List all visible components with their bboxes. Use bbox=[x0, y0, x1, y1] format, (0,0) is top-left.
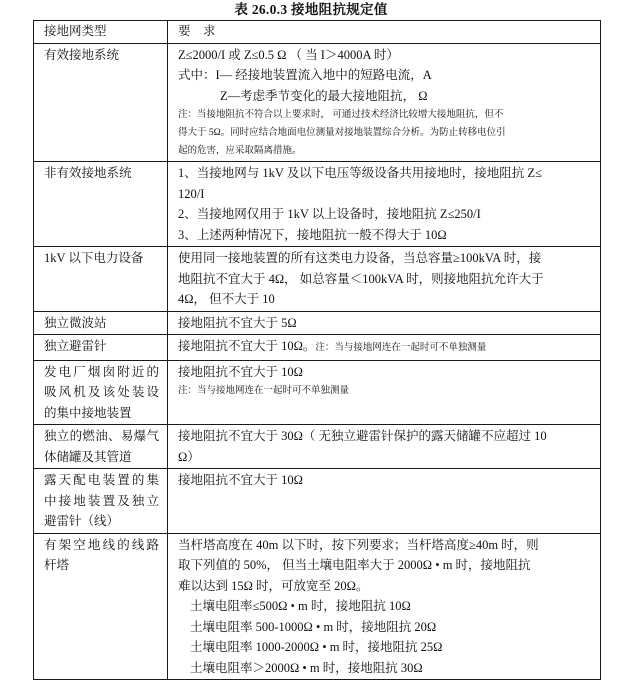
type-cell bbox=[34, 533, 168, 680]
note-line: 起的危害，应采取隔离措施。 bbox=[178, 146, 302, 156]
type-cell bbox=[34, 469, 168, 534]
req-line: 接地阻抗不宜大于 30Ω（ 无独立避雷针保护的露天储罐不应超过 10 bbox=[178, 429, 547, 443]
req-line bbox=[178, 336, 592, 359]
req-line: 当杆塔高度在 40m 以下时，按下列要求；当杆塔高度≥40m 时，则 bbox=[178, 537, 539, 552]
type-line: 中接地装置及独立 bbox=[44, 493, 159, 508]
table-row bbox=[34, 162, 601, 247]
grounding-impedance-table bbox=[33, 20, 601, 680]
table-row bbox=[34, 469, 601, 534]
table-row bbox=[34, 311, 601, 335]
requirement-cell bbox=[168, 311, 601, 335]
req-line: 接地阻抗不宜大于 10Ω bbox=[178, 364, 303, 379]
table-header-row bbox=[34, 21, 601, 44]
type-line: 发电厂烟囱附近的 bbox=[44, 364, 159, 379]
type-line: 1kV 以下电力设备 bbox=[44, 251, 144, 265]
table-row bbox=[34, 247, 601, 312]
req-line: 120/I bbox=[178, 186, 205, 201]
header-requirement-label: 要 求 bbox=[178, 24, 216, 38]
note-line: 注：当与接地网连在一起时可不单独测量 bbox=[178, 386, 350, 396]
type-line: 杆塔 bbox=[44, 558, 70, 572]
type-line: 有效接地系统 bbox=[44, 47, 120, 62]
req-line: Ω） bbox=[178, 449, 200, 464]
type-line: 体储罐及其管道 bbox=[44, 449, 132, 464]
req-line: 接地阻抗不宜大于 10Ω bbox=[178, 473, 303, 487]
req-line: 4Ω， 但不大于 10 bbox=[178, 292, 275, 306]
req-line: Z≤2000/I 或 Z≤0.5 Ω （ 当 I＞4000A 时） bbox=[178, 47, 399, 62]
req-line: 土壤电阻率 500-1000Ω • m 时，接地阻抗 20Ω bbox=[190, 619, 437, 634]
req-line: 使用同一接地装置的所有这类电力设备，当总容量≥100kVA 时，接 bbox=[178, 251, 542, 265]
requirement-cell bbox=[168, 360, 601, 425]
type-line: 独立的燃油、易爆气 bbox=[44, 429, 159, 443]
requirement-cell bbox=[168, 247, 601, 312]
requirement-cell bbox=[168, 162, 601, 247]
note-line: 得大于 5Ω。同时应结合地面电位测量对接地装置综合分析。为防止转移电位引 bbox=[178, 128, 506, 138]
req-text: 接地阻抗不宜大于 10Ω。 bbox=[178, 339, 316, 353]
requirement-cell bbox=[168, 425, 601, 469]
req-line: 2、当接地网仅用于 1kV 以上设备时，接地阻抗 Z≤250/I bbox=[178, 207, 481, 221]
type-line: 的集中接地装置 bbox=[44, 405, 132, 420]
req-line: 3、上述两种情况下，接地阻抗一般不得大于 10Ω bbox=[178, 227, 447, 242]
table-row bbox=[34, 335, 601, 361]
note-line: 注：当接地阻抗不符合以上要求时， 可通过技术经济比较增大接地阻抗，但不 bbox=[178, 110, 504, 120]
table-row bbox=[34, 533, 601, 680]
type-cell bbox=[34, 311, 168, 335]
req-line: 地阻抗不宜大于 4Ω， 如总容量＜100kVA 时，则接地阻抗允许大于 bbox=[178, 271, 544, 286]
table-row bbox=[34, 43, 601, 162]
requirement-cell bbox=[168, 335, 601, 361]
type-line: 独立避雷针 bbox=[44, 339, 107, 353]
req-line: Z—考虑季节变化的最大接地阻抗， Ω bbox=[220, 88, 428, 103]
type-cell bbox=[34, 162, 168, 247]
type-line: 有架空地线的线路 bbox=[44, 537, 159, 552]
type-line: 独立微波站 bbox=[44, 315, 107, 330]
table-title: 表 26.0.3 接地阻抗规定值 bbox=[234, 2, 388, 17]
type-cell bbox=[34, 247, 168, 312]
header-cell-requirement bbox=[168, 21, 601, 44]
table-row bbox=[34, 360, 601, 425]
note-text: 注：当与接地网连在一起时可不单独测量 bbox=[315, 343, 487, 353]
requirement-cell bbox=[168, 533, 601, 680]
type-line: 非有效接地系统 bbox=[44, 166, 132, 180]
requirement-cell bbox=[168, 469, 601, 534]
type-line: 避雷针（线） bbox=[44, 514, 120, 528]
type-line: 吸风机及该处装设 bbox=[44, 385, 159, 399]
req-line: 取下列值的 50%， 但当土壤电阻率大于 2000Ω • m 时，接地阻抗 bbox=[178, 558, 531, 572]
header-type-label: 接地网类型 bbox=[44, 24, 107, 38]
header-cell-type bbox=[34, 21, 168, 44]
requirement-cell bbox=[168, 43, 601, 162]
req-line: 1、当接地网与 1kV 及以下电压等级设备共用接地时，接地阻抗 Z≤ bbox=[178, 166, 542, 180]
table-row bbox=[34, 425, 601, 469]
type-cell bbox=[34, 335, 168, 361]
type-cell bbox=[34, 43, 168, 162]
req-line: 土壤电阻率 1000-2000Ω • m 时，接地阻抗 25Ω bbox=[190, 640, 443, 654]
req-line: 难以达到 15Ω 时，可放宽至 20Ω。 bbox=[178, 578, 369, 593]
req-line: 土壤电阻率＞2000Ω • m 时，接地阻抗 30Ω bbox=[190, 660, 423, 675]
type-cell bbox=[34, 425, 168, 469]
type-cell bbox=[34, 360, 168, 425]
req-line: 接地阻抗不宜大于 5Ω bbox=[178, 315, 297, 330]
type-line: 露天配电装置的集 bbox=[44, 473, 159, 487]
req-line: 式中：I— 经接地装置流入地中的短路电流，A bbox=[178, 68, 432, 82]
req-line: 土壤电阻率≤500Ω • m 时，接地阻抗 10Ω bbox=[190, 599, 411, 613]
